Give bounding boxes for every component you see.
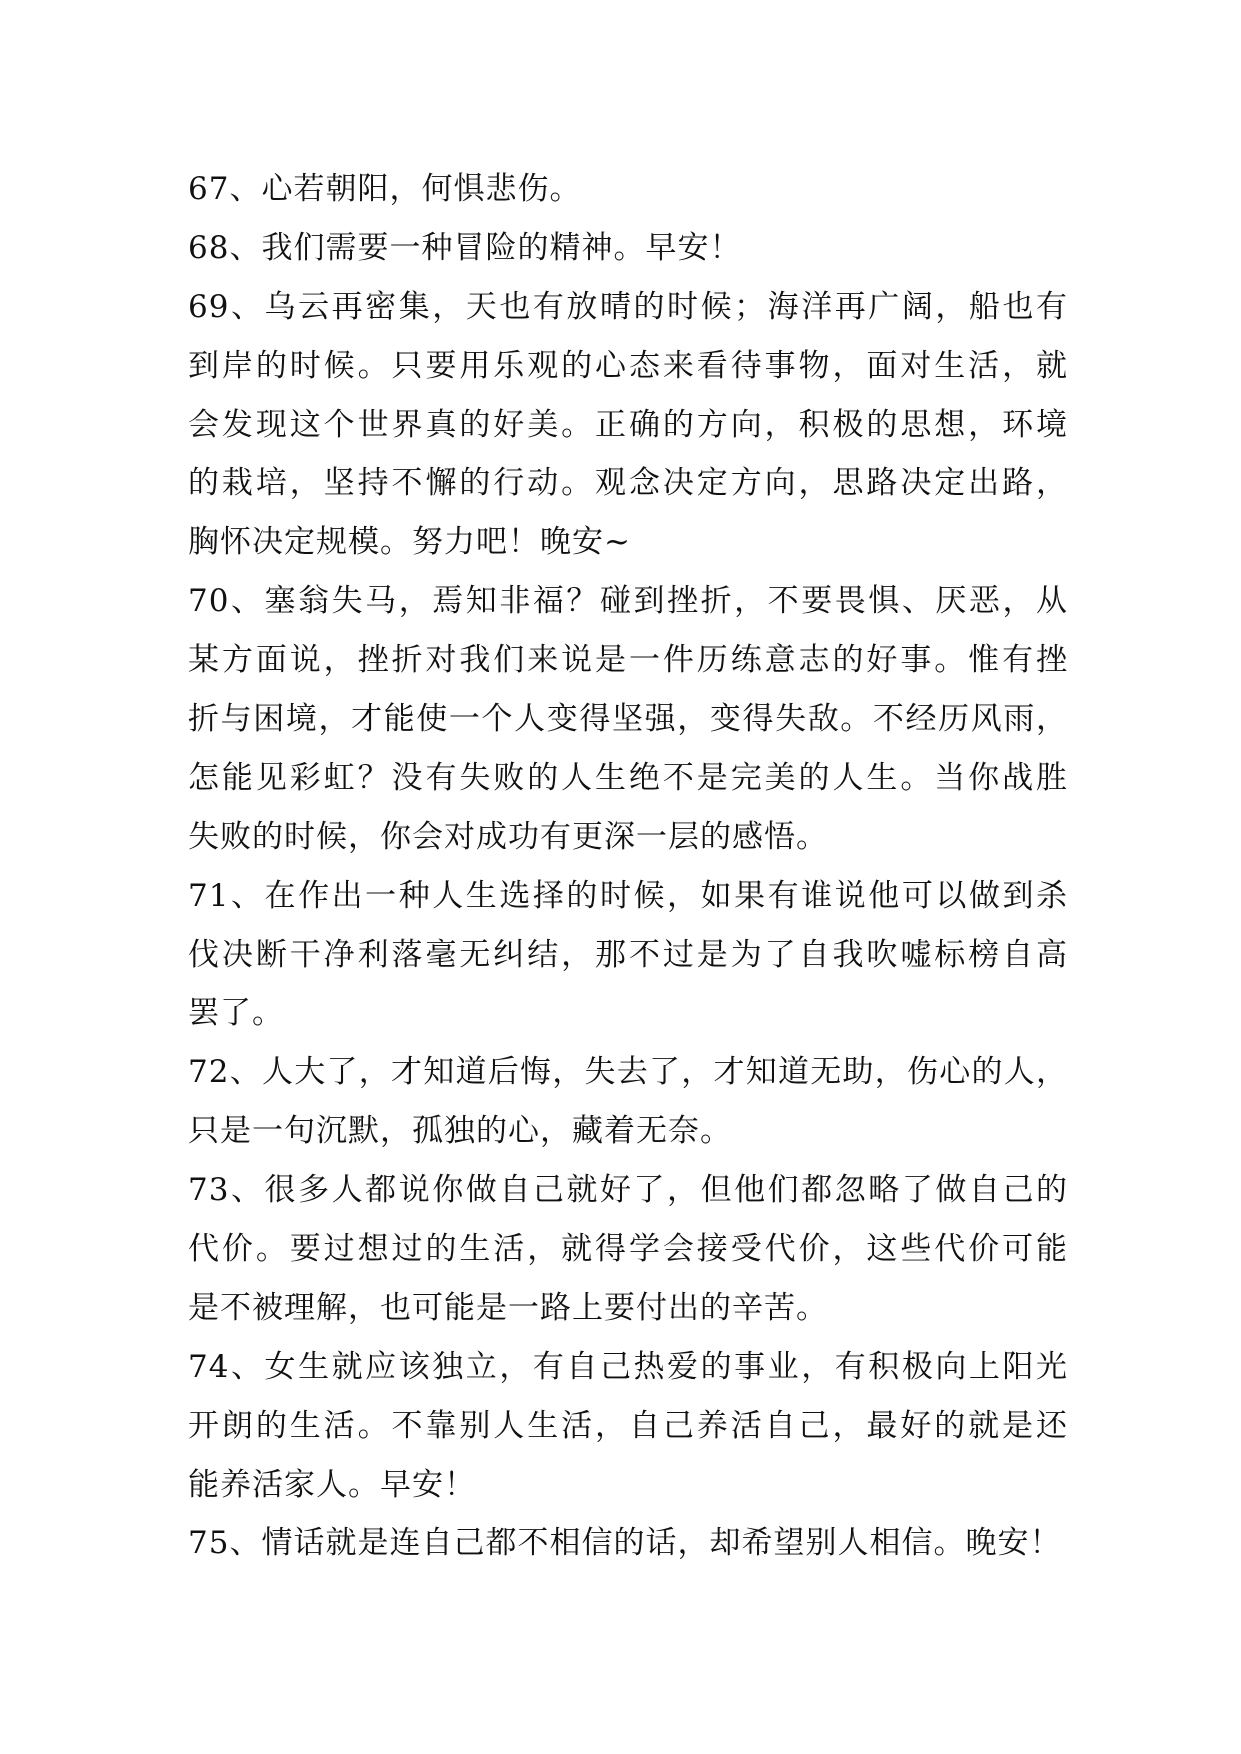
text-line: 开朗的生活。不靠别人生活，自己养活自己，最好的就是还 — [188, 1407, 1068, 1444]
text-line: 75、情话就是连自己都不相信的话，却希望别人相信。晚安！ — [188, 1525, 1062, 1562]
text-line: 失败的时候，你会对成功有更深一层的感悟。 — [188, 818, 828, 855]
text-line: 伐决断干净利落毫无纠结，那不过是为了自我吹嘘标榜自高 — [188, 936, 1068, 973]
text-line: 72、人大了，才知道后悔，失去了，才知道无助，伤心的人， — [188, 1054, 1068, 1091]
text-line: 怎能见彩虹？没有失败的人生绝不是完美的人生。当你战胜 — [188, 759, 1068, 796]
quote-75 — [188, 1514, 1068, 1573]
text-line: 71、在作出一种人生选择的时候，如果有谁说他可以做到杀 — [188, 877, 1068, 914]
text-line: 68、我们需要一种冒险的精神。早安！ — [188, 229, 742, 266]
text-line: 会发现这个世界真的好美。正确的方向，积极的思想，环境 — [188, 406, 1068, 443]
quote-73 — [188, 1161, 1068, 1338]
text-line: 69、乌云再密集，天也有放晴的时候；海洋再广阔，船也有 — [188, 288, 1068, 325]
text-line: 是不被理解，也可能是一路上要付出的辛苦。 — [188, 1289, 828, 1326]
text-line: 67、心若朝阳，何惧悲伤。 — [188, 171, 582, 207]
text-line: 74、女生就应该独立，有自己热爱的事业，有积极向上阳光 — [188, 1348, 1068, 1385]
quote-70 — [188, 572, 1068, 866]
quote-67 — [188, 160, 1068, 219]
quote-72 — [188, 1043, 1068, 1161]
text-line: 罢了。 — [188, 995, 284, 1032]
text-line: 70、塞翁失马，焉知非福？碰到挫折，不要畏惧、厌恶，从 — [188, 583, 1068, 620]
quote-71 — [188, 867, 1068, 1044]
text-line: 折与困境，才能使一个人变得坚强，变得失敌。不经历风雨， — [188, 701, 1068, 738]
document-body — [188, 160, 1068, 1573]
text-line: 到岸的时候。只要用乐观的心态来看待事物，面对生活，就 — [188, 347, 1068, 384]
text-line: 胸怀决定规模。努力吧！晚安~ — [188, 524, 631, 561]
text-line: 能养活家人。早安！ — [188, 1466, 476, 1503]
text-line: 某方面说，挫折对我们来说是一件历练意志的好事。惟有挫 — [188, 642, 1068, 679]
quote-69 — [188, 278, 1068, 572]
text-line: 代价。要过想过的生活，就得学会接受代价，这些代价可能 — [188, 1231, 1068, 1268]
text-line: 只是一句沉默，孤独的心，藏着无奈。 — [188, 1113, 732, 1150]
quote-68 — [188, 219, 1068, 278]
text-line: 的栽培，坚持不懈的行动。观念决定方向，思路决定出路， — [188, 465, 1068, 502]
text-line: 73、很多人都说你做自己就好了，但他们都忽略了做自己的 — [188, 1172, 1068, 1209]
quote-74 — [188, 1338, 1068, 1515]
